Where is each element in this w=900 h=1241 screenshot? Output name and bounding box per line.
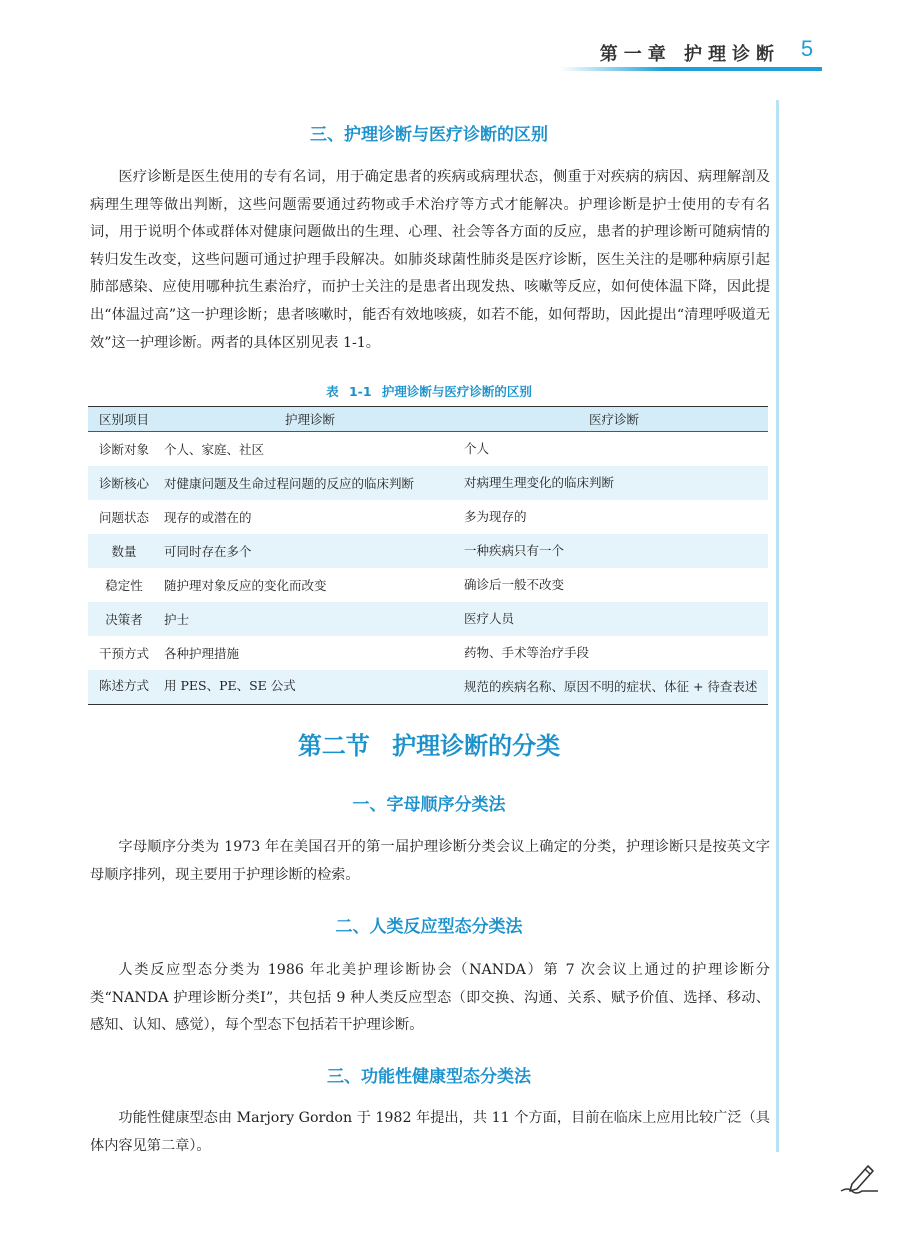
table-cell-medical: 一种疾病只有一个 [460, 534, 768, 568]
table-cell-item: 数量 [88, 534, 160, 568]
paragraph-functional-health: 功能性健康型态由 Marjory Gordon 于 1982 年提出，共 11 个方面，目前在临床上应用比较广泛（具体内容见第二章）。 [90, 1110, 770, 1154]
table-cell-medical: 确诊后一般不改变 [464, 577, 565, 592]
table-header-cell: 医疗诊断 [460, 407, 768, 432]
table-caption: 表 1-1 护理诊断与医疗诊断的区别 [326, 384, 532, 399]
table-cell-medical: 对病理生理变化的临床判断 [460, 466, 768, 500]
table-cell-medical: 规范的疾病名称、原因不明的症状、体征 + 待查表述 [460, 670, 768, 705]
section-title: 第二节 护理诊断的分类 [297, 732, 561, 760]
table-cell-medical: 个人 [464, 441, 490, 456]
table-cell-item: 问题状态 [98, 510, 149, 525]
table-cell-item: 决策者 [88, 602, 160, 636]
header-rule [560, 67, 822, 71]
table-header-cell: 护理诊断 [160, 407, 460, 432]
table-row [88, 534, 768, 568]
chapter-header-title: 第一章 护理诊断 [599, 44, 780, 65]
table-cell-nursing: 各种护理措施 [164, 646, 240, 661]
pencil-icon [838, 1160, 880, 1194]
table-cell-medical: 医疗人员 [460, 602, 768, 636]
paragraph-diff: 医疗诊断是医生使用的专有名词，用于确定患者的疾病或病理状态，侧重于对疾病的病因、病理解剖及病理生理等做出判断，这些问题需要通过药物或手术治疗等方式才能解决。护理诊断是护士使用的专有名词，用于说明个体或群体对健康问题做出的生理、心理、社会等各方面的反应，患者的护理诊断可随病情的转归发生改变，这些问题可通过护理手段解决。如肺炎球菌性肺炎是医疗诊断，医生关注的是哪种病原引起肺部感染、应使用哪种抗生素治疗，而护士关注的是患者出现发热、咳嗽等反应，如何使体温下降，因此提出“体温过高”这一护理诊断；患者咳嗽时，能否有效地咳痰，如若不能，如何帮助，因此提出“清理呼吸道无效”这一护理诊断。两者的具体区别见表 1-1。 [90, 169, 770, 351]
table-cell-nursing: 现存的或潜在的 [164, 510, 252, 525]
table-row [88, 602, 768, 636]
table-row [88, 670, 768, 705]
table-cell-medical: 多为现存的 [464, 509, 527, 524]
table-cell-nursing: 护士 [160, 602, 460, 636]
subsection-heading-functional-health: 三、功能性健康型态分类法 [327, 1067, 531, 1087]
table-row [88, 432, 768, 467]
table-row [88, 500, 768, 534]
table-cell-item: 诊断核心 [88, 466, 160, 500]
table-header-cell: 区别项目 [88, 407, 160, 432]
paragraph-alphabetical: 字母顺序分类为 1973 年在美国召开的第一届护理诊断分类会议上确定的分类，护理诊断只是按英文字母顺序排列，现主要用于护理诊断的检索。 [90, 839, 770, 883]
paragraph-human-response: 人类反应型态分类为 1986 年北美护理诊断协会（NANDA）第 7 次会议上通过的护理诊断分类“NANDA 护理诊断分类Ⅰ”，共包括 9 种人类反应型态（即交换、沟通、关系、赋予价值、选择、移动、感知、认知、感觉），每个型态下包括若干护理诊断。 [90, 962, 770, 1034]
subsection-heading-human-response: 二、人类反应型态分类法 [335, 917, 523, 937]
table-cell-item: 干预方式 [98, 646, 149, 661]
page-number: 5 [800, 36, 814, 61]
table-cell-item: 稳定性 [105, 578, 143, 593]
table-cell-nursing: 随护理对象反应的变化而改变 [164, 578, 327, 593]
table-cell-medical: 药物、手术等治疗手段 [464, 645, 590, 660]
table-row [88, 636, 768, 670]
table-row [88, 568, 768, 602]
table-cell-nursing: 个人、家庭、社区 [164, 442, 265, 457]
table-cell-nursing: 可同时存在多个 [160, 534, 460, 568]
side-margin-rule [776, 100, 779, 1152]
section-heading-diff: 三、护理诊断与医疗诊断的区别 [310, 125, 548, 145]
subsection-heading-alphabetical: 一、字母顺序分类法 [352, 795, 506, 815]
table-header-row [88, 407, 768, 432]
table-row [88, 466, 768, 500]
table-cell-item: 诊断对象 [98, 442, 149, 457]
comparison-table [88, 406, 768, 705]
table-cell-nursing: 对健康问题及生命过程问题的反应的临床判断 [160, 466, 460, 500]
table-cell-nursing: 用 PES、PE、SE 公式 [160, 670, 460, 705]
table-cell-item: 陈述方式 [88, 670, 160, 705]
